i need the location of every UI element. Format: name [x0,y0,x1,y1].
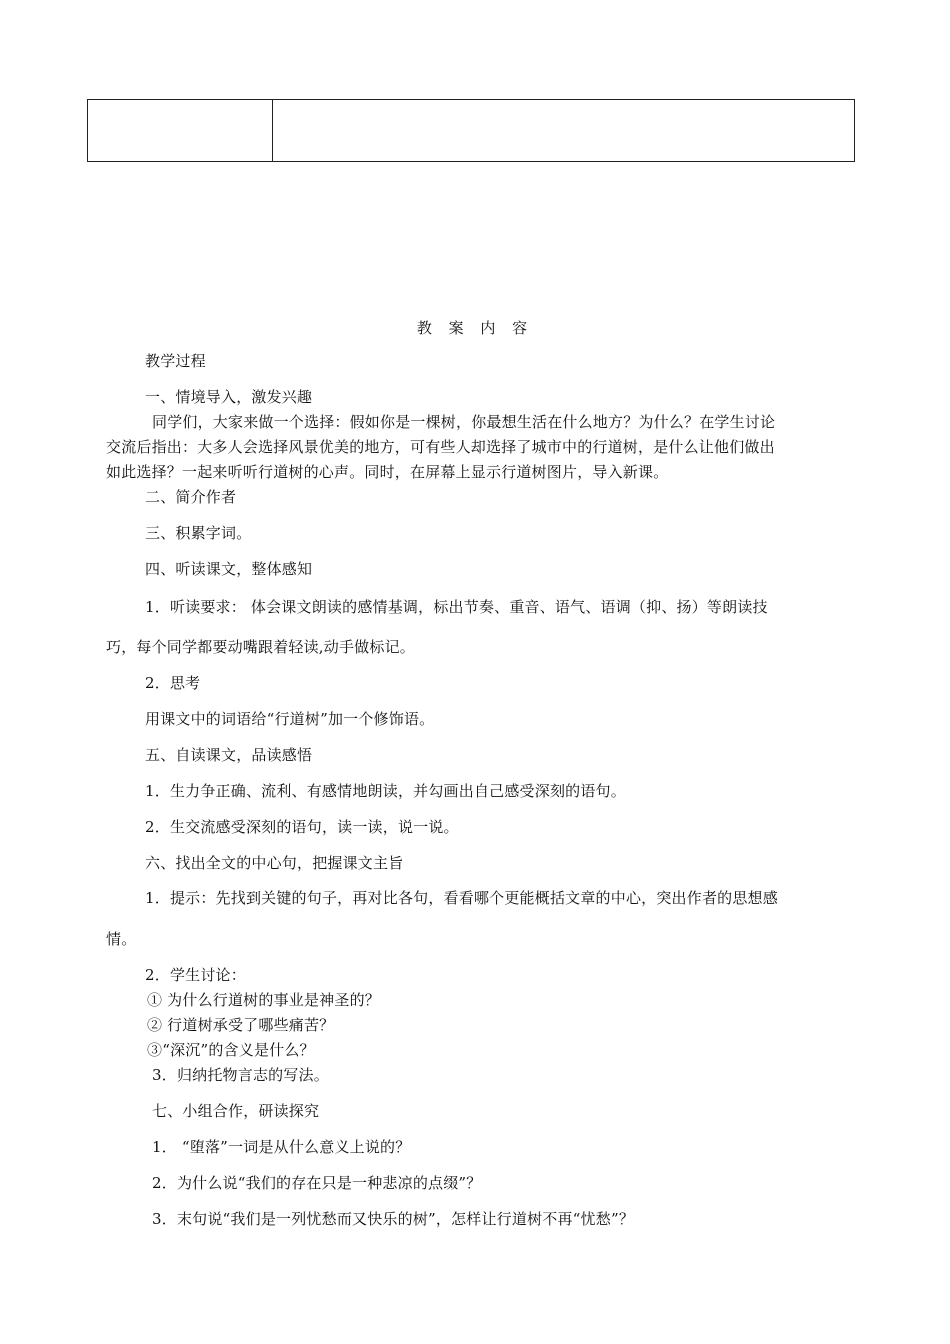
list-item: 3．归纳托物言志的写法。 [152,1066,329,1084]
section-heading: 七、小组合作，研读探究 [152,1102,320,1120]
paragraph-line: 巧，每个同学都要动嘴跟着轻读,动手做标记。 [106,638,415,656]
list-item: 1． “堕落”一词是从什么意义上说的？ [152,1138,411,1156]
section-heading: 六、找出全文的中心句，把握课文主旨 [145,854,404,872]
section-heading: 三、积累字词。 [145,524,252,542]
section-heading: 四、听读课文，整体感知 [145,560,313,578]
paragraph-line: 交流后指出：大多人会选择风景优美的地方，可有些人却选择了城市中的行道树，是什么让他们做出 [106,438,775,456]
list-item: 2．为什么说“我们的存在只是一种悲凉的点缀”？ [152,1174,482,1192]
paragraph-line: 1．听读要求： 体会课文朗读的感情基调，标出节奏、重音、语气、语调（抑、扬）等朗读技 [145,598,768,616]
section-heading: 五、自读课文，品读感悟 [145,746,313,764]
paragraph-line: 用课文中的词语给“行道树”加一个修饰语。 [145,710,435,728]
section-heading: 二、简介作者 [145,488,237,506]
table-divider [272,100,273,161]
header-table [87,99,855,162]
list-item: 2．思考 [145,674,201,692]
paragraph-line: 同学们，大家来做一个选择：假如你是一棵树，你最想生活在什么地方？为什么？在学生讨论 [152,413,776,431]
list-item: 2．生交流感受深刻的语句，读一读，说一说。 [145,818,459,836]
list-item: 1．生力争正确、流利、有感情地朗读，并勾画出自己感受深刻的语句。 [145,782,626,800]
paragraph-line: 情。 [106,930,137,948]
section-heading: 一、情境导入，激发兴趣 [145,388,313,406]
paragraph-line: 如此选择？一起来听听行道树的心声。同时，在屏幕上显示行道树图片，导入新课。 [106,463,669,481]
list-item: ① 为什么行道树的事业是神圣的？ [147,991,380,1009]
list-item: 1．提示：先找到关键的句子，再对比各句，看看哪个更能概括文章的中心，突出作者的思想感 [145,889,778,907]
list-item: ③“深沉”的含义是什么？ [147,1041,315,1059]
page-title: 教 案 内 容 [416,319,534,337]
section-heading: 教学过程 [145,352,206,370]
list-item: ② 行道树承受了哪些痛苦？ [147,1016,335,1034]
list-item: 2．学生讨论： [145,966,246,984]
list-item: 3．末句说“我们是一列忧愁而又快乐的树”，怎样让行道树不再“忧愁”？ [152,1210,635,1228]
